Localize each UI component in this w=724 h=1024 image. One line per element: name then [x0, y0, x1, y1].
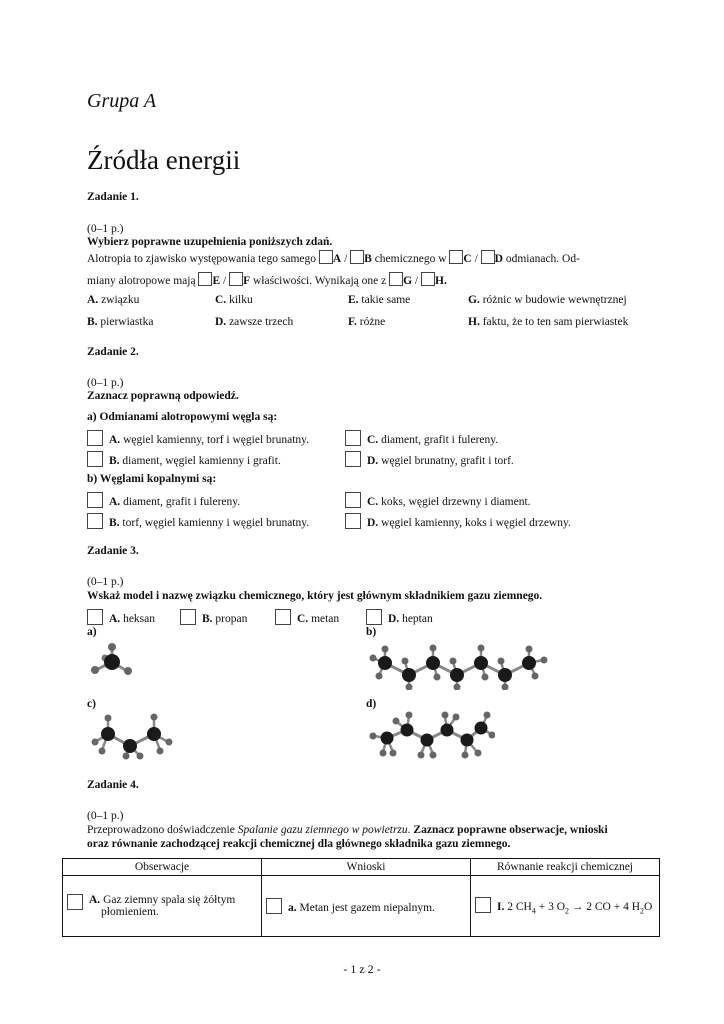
column-header-observations: Obserwacje: [63, 859, 262, 876]
checkbox-F[interactable]: [229, 272, 243, 286]
answer-b-D[interactable]: D. węgiel kamienny, koks i węgiel drzewny.: [345, 513, 571, 530]
option-H: H. faktu, że to ten sam pierwiastek: [468, 316, 629, 328]
checkbox[interactable]: [275, 609, 291, 625]
task4-intro: Przeprowadzono doświadczenie Spalanie gazu ziemnego w powietrzu. Zaznacz poprawne obserwacje, wnioski: [87, 824, 608, 836]
task3-option-C[interactable]: C. metan: [275, 609, 339, 626]
task1-instruction: Wybierz poprawne uzupełnienia poniższych zdań.: [87, 236, 333, 248]
task3-points: (0–1 p.): [87, 576, 124, 588]
task4-heading: Zadanie 4.: [87, 779, 139, 791]
task2-question-b: b) Węglami kopalnymi są:: [87, 473, 217, 485]
checkbox[interactable]: [67, 894, 83, 910]
task1-sentence-1: Alotropia to zjawisko występowania tego samego A / B chemicznego w C / D odmianach. Od-: [87, 250, 580, 266]
checkbox[interactable]: [345, 430, 361, 446]
answer-a-C[interactable]: C. diament, grafit i fulereny.: [345, 430, 498, 447]
task1-heading: Zadanie 1.: [87, 191, 139, 203]
heptane-model: [365, 630, 555, 690]
checkbox[interactable]: [87, 513, 103, 529]
checkbox[interactable]: [345, 492, 361, 508]
checkbox[interactable]: [87, 609, 103, 625]
checkbox[interactable]: [87, 451, 103, 467]
checkbox-B[interactable]: [350, 250, 364, 264]
methane-model: [85, 640, 140, 685]
checkbox-A[interactable]: [319, 250, 333, 264]
checkbox[interactable]: [366, 609, 382, 625]
hexane-model: [365, 708, 495, 760]
answer-a-A[interactable]: A. węgiel kamienny, torf i węgiel brunatny.: [87, 430, 309, 447]
checkbox-G[interactable]: [389, 272, 403, 286]
task3-option-D[interactable]: D. heptan: [366, 609, 433, 626]
task1-sentence-2: miany alotropowe mają E / F właściwości. Wynikają one z G / H.: [87, 272, 447, 288]
checkbox[interactable]: [475, 897, 491, 913]
task4-points: (0–1 p.): [87, 810, 124, 822]
option-D: D. zawsze trzech: [215, 316, 294, 328]
page-title: Źródła energii: [87, 145, 241, 175]
answer-a-B[interactable]: B. diament, węgiel kamienny i grafit.: [87, 451, 281, 468]
equation-I[interactable]: I. 2 $CH_4 + 3$ $O_2 \to 2$ CO + 4 $H_2O$: [471, 876, 660, 937]
checkbox-H[interactable]: [421, 272, 435, 286]
option-E: E. takie same: [348, 294, 411, 306]
option-B: B. pierwiastka: [87, 316, 154, 328]
task2-points: (0–1 p.): [87, 377, 124, 389]
option-F: F. różne: [348, 316, 386, 328]
option-A: A. związku: [87, 294, 140, 306]
page-number: - 1 z 2 -: [343, 962, 381, 976]
model-label-c: c): [87, 698, 96, 710]
task3-option-A[interactable]: A. heksan: [87, 609, 155, 626]
option-G: G. różnic w budowie wewnętrznej: [468, 294, 627, 306]
checkbox[interactable]: [345, 513, 361, 529]
model-label-a: a): [87, 626, 97, 638]
task2-question-a: a) Odmianami alotropowymi węgla są:: [87, 411, 278, 423]
checkbox[interactable]: [87, 430, 103, 446]
task2-instruction: Zaznacz poprawną odpowiedź.: [87, 390, 239, 402]
task3-instruction: Wskaż model i nazwę związku chemicznego, który jest głównym składnikiem gazu ziemnego.: [87, 590, 543, 602]
answer-b-B[interactable]: B. torf, węgiel kamienny i węgiel brunatny.: [87, 513, 309, 530]
checkbox-E[interactable]: [198, 272, 212, 286]
model-label-d: d): [366, 698, 377, 710]
checkbox[interactable]: [87, 492, 103, 508]
propane-model: [88, 710, 178, 760]
conclusion-a[interactable]: a. Metan jest gazem niepalnym.: [262, 876, 471, 937]
checkbox-D[interactable]: [481, 250, 495, 264]
checkbox-C[interactable]: [449, 250, 463, 264]
checkbox[interactable]: [180, 609, 196, 625]
checkbox[interactable]: [266, 898, 282, 914]
group-label: Grupa A: [87, 90, 157, 112]
answer-b-C[interactable]: C. koks, węgiel drzewny i diament.: [345, 492, 531, 509]
answer-a-D[interactable]: D. węgiel brunatny, grafit i torf.: [345, 451, 514, 468]
observation-A[interactable]: A. Gaz ziemny spala się żółtym płomieniem.: [63, 876, 262, 937]
model-label-b: b): [366, 626, 377, 638]
column-header-equation: Równanie reakcji chemicznej: [471, 859, 660, 876]
checkbox[interactable]: [345, 451, 361, 467]
option-C: C. kilku: [215, 294, 253, 306]
observations-table: [62, 858, 660, 937]
column-header-conclusions: Wnioski: [262, 859, 471, 876]
task3-option-B[interactable]: B. propan: [180, 609, 247, 626]
task1-points: (0–1 p.): [87, 223, 124, 235]
answer-b-A[interactable]: A. diament, grafit i fulereny.: [87, 492, 240, 509]
task4-instruction-2: oraz równanie zachodzącej reakcji chemicznej dla głównego składnika gazu ziemnego.: [87, 838, 511, 850]
task3-heading: Zadanie 3.: [87, 545, 139, 557]
task2-heading: Zadanie 2.: [87, 346, 139, 358]
